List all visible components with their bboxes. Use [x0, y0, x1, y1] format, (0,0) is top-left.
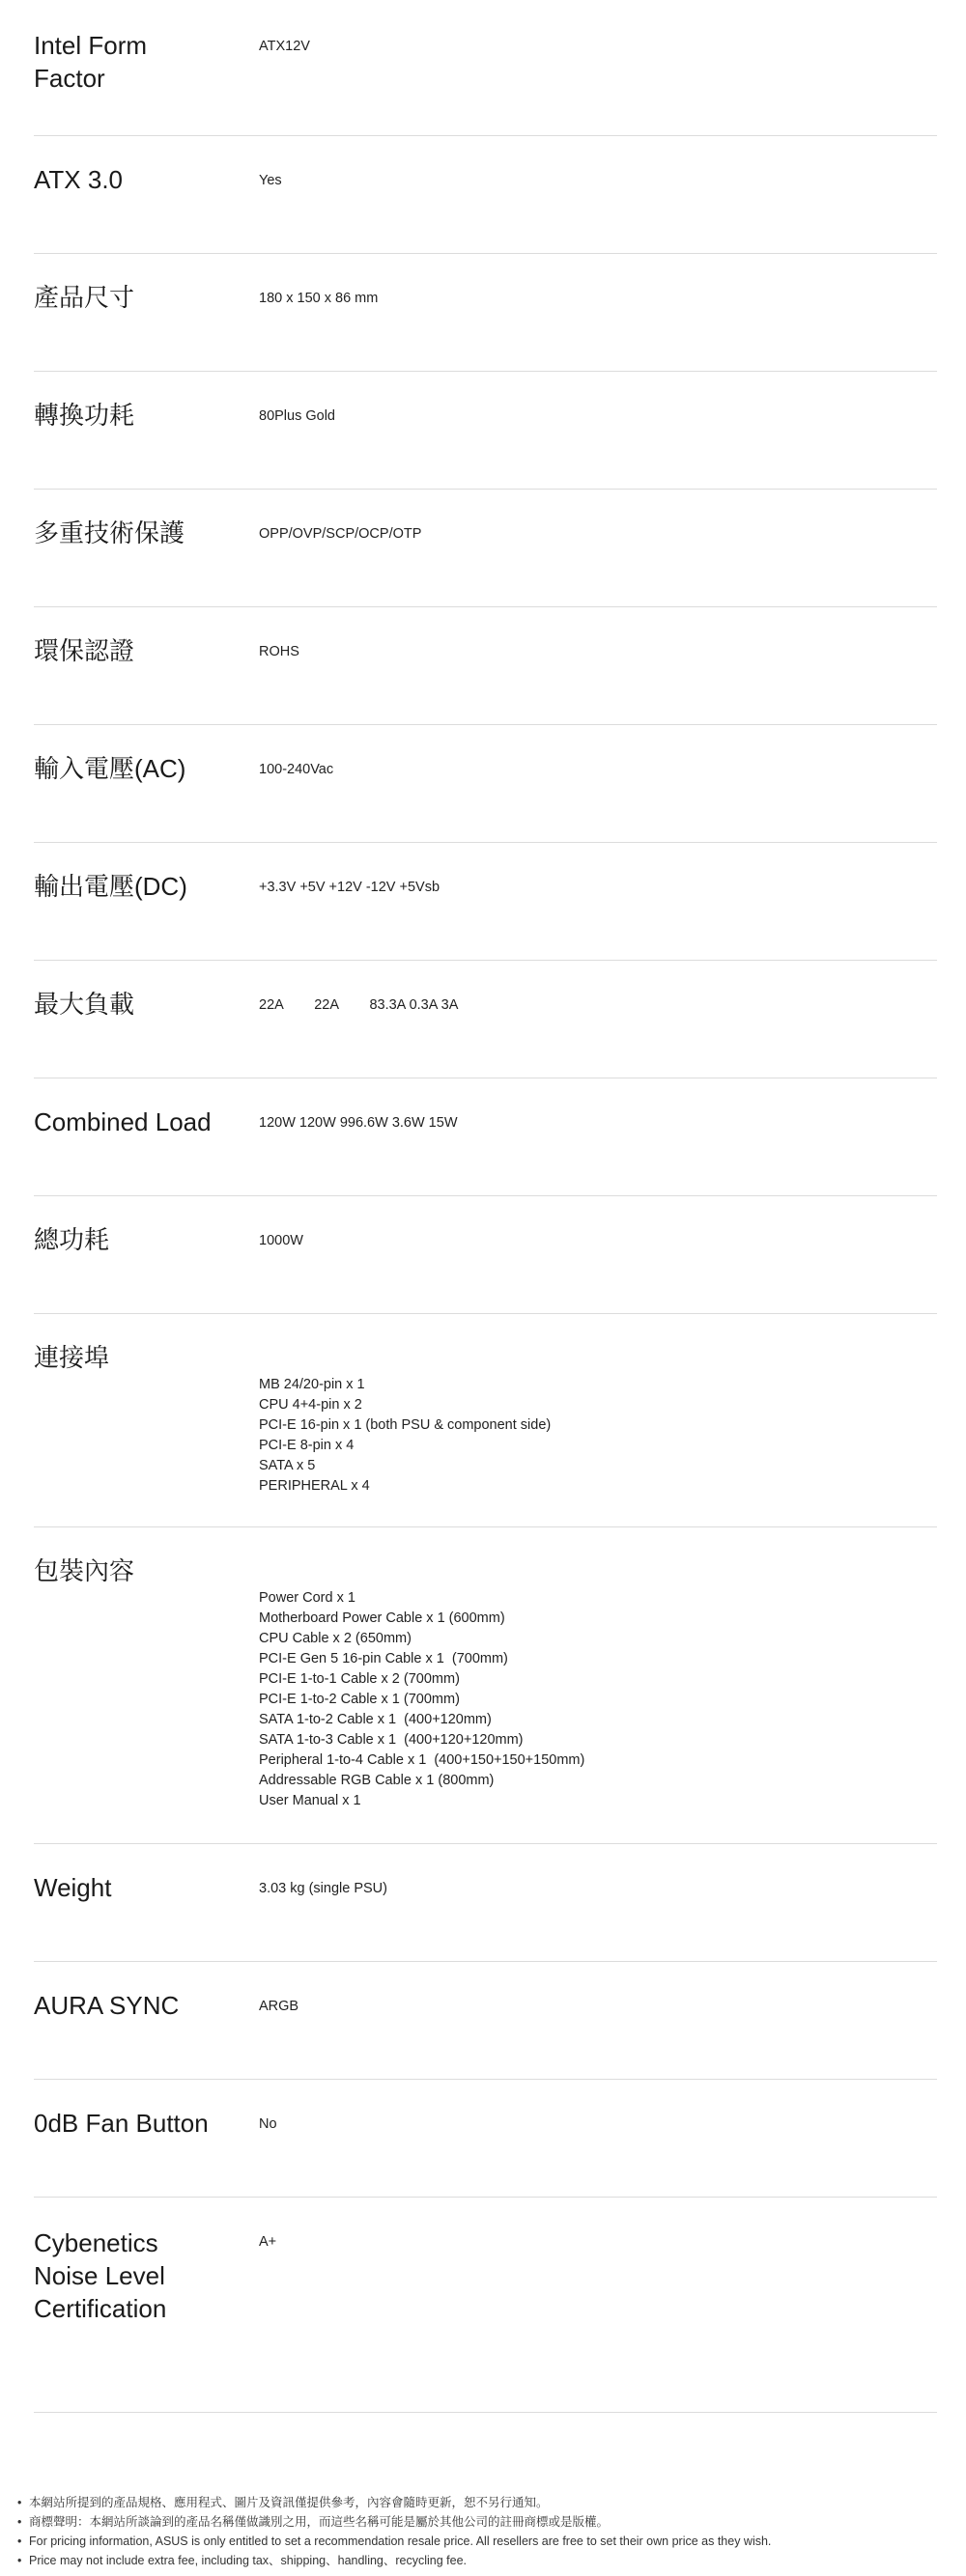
spec-row	[34, 607, 937, 725]
spec-value	[259, 1078, 937, 1195]
spec-value-line: 120W 120W 996.6W 3.6W 15W	[259, 1115, 458, 1131]
spec-value-line: Power Cord x 1	[259, 1590, 355, 1606]
spec-value	[259, 372, 937, 489]
spec-value-line: 80Plus Gold	[259, 408, 335, 424]
spec-value-line: 3.03 kg (single PSU)	[259, 1881, 387, 1896]
spec-value-line: PERIPHERAL x 4	[259, 1478, 370, 1494]
spec-value	[259, 2080, 937, 2197]
spec-value	[259, 0, 937, 135]
spec-label: AURA SYNC	[34, 1991, 180, 2020]
spec-label: 多重技術保護	[34, 518, 185, 547]
spec-value-line: SATA x 5	[259, 1458, 316, 1473]
spec-label: 包裝內容	[34, 1556, 135, 1585]
spec-value	[259, 2198, 937, 2412]
footnote-item	[17, 2512, 945, 2532]
spec-row	[34, 1314, 937, 1527]
spec-value-line: User Manual x 1	[259, 1793, 361, 1808]
spec-value	[259, 843, 937, 960]
spec-label: Cybenetics Noise Level Certification	[34, 2228, 167, 2323]
spec-value-line: Peripheral 1-to-4 Cable x 1 (400+150+150+150mm)	[259, 1752, 585, 1768]
spec-row	[34, 1527, 937, 1844]
footnote-item	[17, 2532, 945, 2551]
spec-label: 0dB Fan Button	[34, 2109, 209, 2138]
spec-value-line: Yes	[259, 173, 282, 188]
footnote-text: 本網站所提到的產品規格、應用程式、圖片及資訊僅提供參考，內容會隨時更新，恕不另行通知。	[29, 2496, 549, 2509]
spec-value	[259, 136, 937, 253]
spec-value-line: 22A 22A 83.3A 0.3A 3A	[259, 997, 459, 1013]
spec-row	[34, 961, 937, 1078]
spec-row	[34, 843, 937, 961]
spec-value-line: 1000W	[259, 1233, 303, 1248]
spec-value	[259, 1844, 937, 1961]
spec-row	[34, 1962, 937, 2080]
footnote-text: 商標聲明：本網站所談論到的產品名稱僅做識別之用，而這些名稱可能是屬於其他公司的註冊商標或是版權。	[29, 2515, 610, 2529]
spec-row	[34, 1844, 937, 1962]
spec-row	[34, 254, 937, 372]
footnote-item	[17, 2493, 945, 2512]
spec-value-line: ARGB	[259, 1999, 299, 2014]
spec-label: 總功耗	[34, 1225, 110, 1254]
spec-value	[259, 1314, 937, 1526]
spec-value-line: No	[259, 2116, 277, 2132]
spec-value-line: Motherboard Power Cable x 1 (600mm)	[259, 1610, 505, 1626]
spec-value	[259, 1962, 937, 2079]
spec-value	[259, 725, 937, 842]
spec-value-line: 180 x 150 x 86 mm	[259, 291, 379, 306]
footnotes	[17, 2493, 945, 2570]
spec-row	[34, 1078, 937, 1196]
spec-value-line: OPP/OVP/SCP/OCP/OTP	[259, 526, 422, 542]
spec-value-line: SATA 1-to-3 Cable x 1 (400+120+120mm)	[259, 1732, 524, 1748]
spec-value-line: 100-240Vac	[259, 762, 334, 777]
spec-label: 轉換功耗	[34, 401, 135, 430]
footnote-item	[17, 2551, 945, 2570]
spec-row	[34, 490, 937, 607]
bullet-icon: •	[17, 2496, 22, 2509]
spec-value-line: PCI-E 1-to-2 Cable x 1 (700mm)	[259, 1692, 460, 1707]
spec-value-line: A+	[259, 2234, 277, 2250]
spec-value-line: Addressable RGB Cable x 1 (800mm)	[259, 1773, 495, 1788]
spec-label: 輸入電壓(AC)	[34, 754, 186, 783]
spec-value-line: ROHS	[259, 644, 299, 659]
spec-value-line: SATA 1-to-2 Cable x 1 (400+120mm)	[259, 1712, 492, 1727]
spec-value-line: CPU Cable x 2 (650mm)	[259, 1631, 412, 1646]
spec-value-line: PCI-E 8-pin x 4	[259, 1438, 355, 1453]
footnote-text: Price may not include extra fee, including tax、shipping、handling、recycling fee.	[29, 2554, 468, 2567]
spec-label: 輸出電壓(DC)	[34, 872, 187, 901]
spec-row	[34, 136, 937, 254]
spec-value	[259, 254, 937, 371]
spec-row	[34, 2080, 937, 2198]
spec-label: ATX 3.0	[34, 165, 124, 194]
spec-label: 最大負載	[34, 990, 135, 1019]
spec-value	[259, 490, 937, 606]
spec-label: 產品尺寸	[34, 283, 135, 312]
spec-value-line: PCI-E 16-pin x 1 (both PSU & component side)	[259, 1417, 552, 1433]
spec-value-line: +3.3V +5V +12V -12V +5Vsb	[259, 880, 440, 895]
spec-value-line: CPU 4+4-pin x 2	[259, 1397, 362, 1413]
spec-row	[34, 1196, 937, 1314]
spec-table	[34, 0, 937, 2413]
spec-value	[259, 607, 937, 724]
spec-label: 環保認證	[34, 636, 135, 665]
bullet-icon: •	[17, 2554, 22, 2567]
spec-label: 連接埠	[34, 1343, 110, 1372]
spec-value	[259, 1527, 937, 1843]
spec-value-line: ATX12V	[259, 39, 310, 54]
bullet-icon: •	[17, 2534, 22, 2548]
footnote-text: For pricing information, ASUS is only entitled to set a recommendation resale price. All resellers are free to set their own price as they wish.	[29, 2534, 772, 2548]
spec-value	[259, 1196, 937, 1313]
spec-label: Weight	[34, 1873, 112, 1902]
spec-value-line: PCI-E 1-to-1 Cable x 2 (700mm)	[259, 1671, 460, 1687]
spec-row	[34, 2198, 937, 2413]
spec-row	[34, 725, 937, 843]
spec-value-line: PCI-E Gen 5 16-pin Cable x 1 (700mm)	[259, 1651, 508, 1666]
spec-row	[34, 0, 937, 136]
spec-row	[34, 372, 937, 490]
bullet-icon: •	[17, 2515, 22, 2529]
spec-value-line: MB 24/20-pin x 1	[259, 1377, 365, 1392]
spec-label: Combined Load	[34, 1107, 212, 1136]
spec-value	[259, 961, 937, 1078]
spec-label: Intel Form Factor	[34, 31, 148, 93]
